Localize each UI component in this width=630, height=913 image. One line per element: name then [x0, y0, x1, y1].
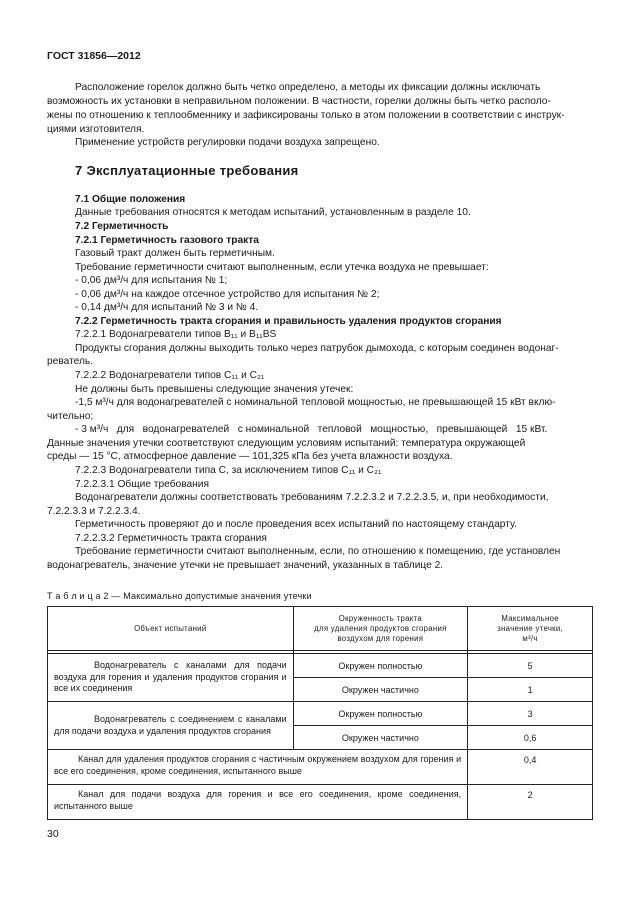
- s72231-title: 7.2.2.3.1 Общие требования: [75, 479, 209, 490]
- s71-text: Данные требования относятся к методам испытаний, установленным в разделе 10.: [75, 207, 471, 218]
- intro-line-2: возможность их установки в неправильном положении. В частности, горелки должны быть четко располо-: [47, 96, 551, 107]
- header-max-leak-line-1: Максимальное: [501, 613, 559, 623]
- s722-title: 7.2.2 Герметичность тракта сгорания и правильность удаления продуктов сгорания: [75, 316, 502, 327]
- table-row: [48, 702, 593, 726]
- s721-text: Газовый тракт должен быть герметичным.: [75, 248, 275, 259]
- row3-object: Канал для удаления продуктов сгорания с частичным окружением воздухом для горения и все его соединения, кроме соединения, испытанного выше: [48, 750, 468, 785]
- s7222-item-2-line-2: Данные значения утечки соответствуют следующим условиям испытаний: температура окружающей: [47, 438, 526, 449]
- intro-line-3: жены по отношению к теплообменнику и зафиксированы только в этом положении в соответствии с инструк-: [47, 110, 565, 121]
- row1-surround-partial: Окружен частично: [293, 678, 468, 702]
- s721-item-3: - 0,14 дм³/ч для испытаний № 3 и № 4.: [75, 302, 259, 313]
- s721-requirement: Требование герметичности считают выполненным, если утечка воздуха не превышает:: [75, 262, 489, 273]
- header-surround: [293, 607, 468, 651]
- s7221-line-1: Продукты сгорания должны выходить только через патрубок дымохода, с которым соединен водонаг-: [75, 343, 559, 354]
- header-surround-line-2: для удаления продуктов сгорания: [314, 623, 447, 633]
- table-row: [48, 750, 593, 785]
- row4-value: 2: [468, 785, 593, 820]
- s72231-line-2: 7.2.2.3.3 и 7.2.2.3.4.: [47, 506, 141, 517]
- s721-item-2: - 0,06 дм³/ч на каждое отсечное устройство для испытания № 2;: [75, 289, 380, 300]
- page-number: 30: [47, 828, 59, 840]
- header-object: Объект испытаний: [48, 607, 294, 651]
- s72232-line-2: водонагреватель, значение утечки не превышает значений, указанных в таблице 2.: [47, 560, 444, 571]
- intro-paragraph-2: Применение устройств регулировки подачи воздуха запрещено.: [75, 137, 380, 148]
- row2-value-full: 3: [468, 702, 593, 726]
- row2-surround-full: Окружен полностью: [293, 702, 468, 726]
- table-2-caption: Т а б л и ц а 2 — Максимально допустимые значения утечки: [47, 591, 312, 601]
- s7222-text: Не должны быть превышены следующие значения утечек:: [75, 384, 354, 395]
- s7222-item-2-line-1: - 3 м³/ч для водонагревателей с номинальной тепловой мощностью, превышающей 15 кВт.: [75, 424, 548, 435]
- s72232-title: 7.2.2.3.2 Герметичность тракта сгорания: [75, 533, 267, 544]
- row2-surround-partial: Окружен частично: [293, 726, 468, 750]
- row1-surround-full: Окружен полностью: [293, 654, 468, 678]
- row4-object: Канал для подачи воздуха для горения и все его соединения, кроме соединения, испытанного выше: [48, 785, 468, 820]
- table-row: [48, 785, 593, 820]
- row2-value-partial: 0,6: [468, 726, 593, 750]
- intro-line-1: Расположение горелок должно быть четко определено, а методы их фиксации должны исключать: [75, 82, 541, 93]
- table-row: [48, 654, 593, 678]
- header-max-leak: [468, 607, 593, 651]
- row3-value: 0,4: [468, 750, 593, 785]
- row1-value-partial: 1: [468, 678, 593, 702]
- s71-title: 7.1 Общие положения: [75, 194, 186, 205]
- s7222-item-2-line-3: среды — 15 °С, атмосферное давление — 101,325 кПа без учета влажности воздуха.: [47, 451, 453, 462]
- header-max-leak-line-3: м³/ч: [522, 633, 538, 643]
- s72-title: 7.2 Герметичность: [75, 221, 169, 232]
- s7222-item-1-line-2: чительно;: [47, 411, 94, 422]
- header-surround-line-3: воздухом для горения: [337, 633, 424, 643]
- s7222-title: 7.2.2.2 Водонагреватели типов C₁₁ и C₂₁: [75, 370, 265, 381]
- header-surround-line-1: Окруженность тракта: [338, 613, 422, 623]
- table-2: [47, 606, 593, 820]
- s7221-line-2: реватель.: [47, 356, 94, 367]
- section-7-title: 7 Эксплуатационные требования: [75, 163, 299, 178]
- row1-object: Водонагреватель с каналами для подачи воздуха для горения и удаления продуктов сгорания и все их соединения: [48, 654, 294, 702]
- row2-object: Водонагреватель с соединением с каналами для подачи воздуха и удаления продуктов сгорания: [48, 702, 294, 750]
- s7221-title: 7.2.2.1 Водонагреватели типов B₁₁ и B₁₁BS: [75, 329, 277, 340]
- intro-line-4: циями изготовителя.: [47, 124, 145, 135]
- row1-value-full: 5: [468, 654, 593, 678]
- s72231-line-1: Водонагреватели должны соответствовать требованиям 7.2.2.3.2 и 7.2.2.3.5, и, при необходимости,: [75, 492, 549, 503]
- s72232-line-1: Требование герметичности считают выполненным, если, по отношению к помещению, где установлен: [75, 546, 561, 557]
- s721-title: 7.2.1 Герметичность газового тракта: [75, 235, 259, 246]
- s7222-item-1-line-1: -1,5 м³/ч для водонагревателей с номинальной тепловой мощностью, не превышающей 15 кВт вклю-: [75, 397, 556, 408]
- s721-item-1: - 0,06 дм³/ч для испытания № 1;: [75, 275, 228, 286]
- standard-header: ГОСТ 31856—2012: [47, 50, 141, 62]
- s7223-title: 7.2.2.3 Водонагреватели типа С, за исключением типов C₁₁ и C₂₁: [75, 465, 382, 476]
- s72231-text-2: Герметичность проверяют до и после проведения всех испытаний по настоящему стандарту.: [75, 519, 517, 530]
- header-max-leak-line-2: значение утечки,: [497, 623, 564, 633]
- table-header-row: [48, 607, 593, 651]
